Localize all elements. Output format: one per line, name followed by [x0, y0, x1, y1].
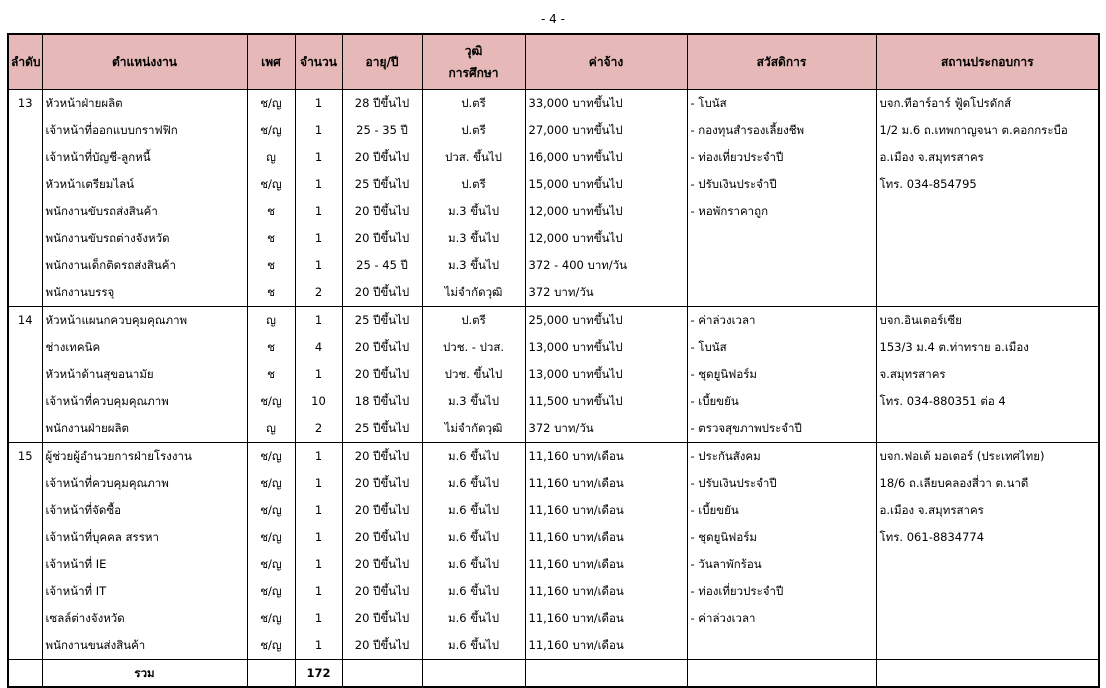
wage-cell: 11,160 บาท/เดือน [525, 470, 687, 497]
position-cell: พนักงานขับรถต่างจังหวัด [42, 225, 247, 252]
education-cell: ป.ตรี [422, 307, 525, 335]
wage-cell: 15,000 บาทขึ้นไป [525, 171, 687, 198]
position-cell: เจ้าหน้าที่ออกแบบกราฟฟิก [42, 117, 247, 144]
count-cell: 1 [295, 470, 342, 497]
welfare-cell: - ตรวจสุขภาพประจำปี [687, 415, 876, 443]
wage-cell: 27,000 บาทขึ้นไป [525, 117, 687, 144]
sex-cell: ช [247, 225, 295, 252]
welfare-cell: - เบี้ยขยัน [687, 388, 876, 415]
position-cell: พนักงานเด็กติดรถส่งสินค้า [42, 252, 247, 279]
welfare-cell: - ท่องเที่ยวประจำปี [687, 144, 876, 171]
total-label: รวม [42, 660, 247, 688]
wage-cell: 12,000 บาทขึ้นไป [525, 225, 687, 252]
position-cell: เจ้าหน้าที่ควบคุมคุณภาพ [42, 388, 247, 415]
sex-cell: ช/ญ [247, 578, 295, 605]
total-empty-cell [422, 660, 525, 688]
company-cell: บจก.ทีอาร์อาร์ ฟู้ดโปรดักส์ [876, 90, 1099, 118]
table-row [8, 144, 1099, 171]
total-sex-cell [247, 660, 295, 688]
company-cell: 18/6 ถ.เลียบคลองสี่วา ต.นาดี [876, 470, 1099, 497]
count-cell: 1 [295, 198, 342, 225]
row-number-cell: 14 [8, 307, 42, 335]
header-education: วุฒิ การศึกษา [422, 34, 525, 90]
wage-cell: 11,500 บาทขึ้นไป [525, 388, 687, 415]
table-row [8, 443, 1099, 471]
header-no: ลำดับ [8, 34, 42, 90]
wage-cell: 11,160 บาท/เดือน [525, 443, 687, 471]
count-cell: 1 [295, 171, 342, 198]
position-cell: ช่างเทคนิค [42, 334, 247, 361]
welfare-cell: - ประกันสังคม [687, 443, 876, 471]
total-no-cell [8, 660, 42, 688]
welfare-cell [687, 252, 876, 279]
row-number-cell [8, 524, 42, 551]
count-cell: 1 [295, 252, 342, 279]
company-cell [876, 605, 1099, 632]
education-cell: ม.6 ขึ้นไป [422, 578, 525, 605]
company-cell [876, 252, 1099, 279]
education-cell: ม.6 ขึ้นไป [422, 551, 525, 578]
wage-cell: 33,000 บาทขึ้นไป [525, 90, 687, 118]
company-cell [876, 415, 1099, 443]
total-empty-cell [687, 660, 876, 688]
sex-cell: ช/ญ [247, 497, 295, 524]
header-sex: เพศ [247, 34, 295, 90]
position-cell: หัวหน้าแผนกควบคุมคุณภาพ [42, 307, 247, 335]
sex-cell: ช/ญ [247, 605, 295, 632]
count-cell: 10 [295, 388, 342, 415]
company-cell: บจก.ฟอเต้ มอเตอร์ (ประเทศไทย) [876, 443, 1099, 471]
company-cell [876, 632, 1099, 660]
table-row [8, 551, 1099, 578]
welfare-cell: - ปรับเงินประจำปี [687, 171, 876, 198]
company-cell: 1/2 ม.6 ถ.เทพกาญจนา ต.คอกกระบือ [876, 117, 1099, 144]
table-row [8, 605, 1099, 632]
welfare-cell: - กองทุนสำรองเลี้ยงชีพ [687, 117, 876, 144]
position-cell: เจ้าหน้าที่ควบคุมคุณภาพ [42, 470, 247, 497]
education-cell: ป.ตรี [422, 117, 525, 144]
age-cell: 20 ปีขึ้นไป [342, 198, 422, 225]
count-cell: 1 [295, 117, 342, 144]
count-cell: 1 [295, 632, 342, 660]
wage-cell: 25,000 บาทขึ้นไป [525, 307, 687, 335]
position-cell: เจ้าหน้าที่ IT [42, 578, 247, 605]
count-cell: 1 [295, 551, 342, 578]
table-row [8, 470, 1099, 497]
wage-cell: 11,160 บาท/เดือน [525, 632, 687, 660]
count-cell: 1 [295, 307, 342, 335]
age-cell: 20 ปีขึ้นไป [342, 524, 422, 551]
total-empty-cell [876, 660, 1099, 688]
age-cell: 25 ปีขึ้นไป [342, 307, 422, 335]
welfare-cell: - ชุดยูนิฟอร์ม [687, 361, 876, 388]
education-cell: ม.6 ขึ้นไป [422, 443, 525, 471]
position-cell: พนักงานขนส่งสินค้า [42, 632, 247, 660]
total-count: 172 [295, 660, 342, 688]
sex-cell: ช/ญ [247, 551, 295, 578]
education-cell: ม.6 ขึ้นไป [422, 470, 525, 497]
company-cell: โทร. 034-880351 ต่อ 4 [876, 388, 1099, 415]
age-cell: 25 ปีขึ้นไป [342, 415, 422, 443]
welfare-cell: - เบี้ยขยัน [687, 497, 876, 524]
total-row [8, 660, 1099, 688]
welfare-cell [687, 632, 876, 660]
position-cell: หัวหน้าฝ่ายผลิต [42, 90, 247, 118]
age-cell: 28 ปีขึ้นไป [342, 90, 422, 118]
sex-cell: ญ [247, 307, 295, 335]
header-company: สถานประกอบการ [876, 34, 1099, 90]
company-cell: บจก.อินเตอร์เซีย [876, 307, 1099, 335]
position-cell: พนักงานบรรจุ [42, 279, 247, 307]
position-cell: เจ้าหน้าที่บุคคล สรรหา [42, 524, 247, 551]
page-number: - 4 - [541, 12, 565, 26]
position-cell: เจ้าหน้าที่บัญชี-ลูกหนี้ [42, 144, 247, 171]
age-cell: 20 ปีขึ้นไป [342, 551, 422, 578]
sex-cell: ญ [247, 144, 295, 171]
sex-cell: ช [247, 334, 295, 361]
row-number-cell [8, 578, 42, 605]
welfare-cell: - ปรับเงินประจำปี [687, 470, 876, 497]
company-cell: โทร. 034-854795 [876, 171, 1099, 198]
table-row [8, 225, 1099, 252]
wage-cell: 13,000 บาทขึ้นไป [525, 361, 687, 388]
count-cell: 1 [295, 361, 342, 388]
age-cell: 20 ปีขึ้นไป [342, 279, 422, 307]
count-cell: 1 [295, 443, 342, 471]
sex-cell: ช/ญ [247, 632, 295, 660]
sex-cell: ญ [247, 415, 295, 443]
company-cell [876, 198, 1099, 225]
row-number-cell [8, 198, 42, 225]
age-cell: 20 ปีขึ้นไป [342, 443, 422, 471]
sex-cell: ช/ญ [247, 470, 295, 497]
table-body [8, 90, 1099, 660]
education-cell: ป.ตรี [422, 90, 525, 118]
count-cell: 1 [295, 497, 342, 524]
company-cell [876, 279, 1099, 307]
row-number-cell [8, 171, 42, 198]
welfare-cell: - หอพักราคาถูก [687, 198, 876, 225]
table-row [8, 361, 1099, 388]
company-cell [876, 578, 1099, 605]
count-cell: 1 [295, 578, 342, 605]
age-cell: 18 ปีขึ้นไป [342, 388, 422, 415]
table-row [8, 117, 1099, 144]
table-row [8, 415, 1099, 443]
education-cell: ม.3 ขึ้นไป [422, 225, 525, 252]
age-cell: 20 ปีขึ้นไป [342, 334, 422, 361]
position-cell: เจ้าหน้าที่จัดซื้อ [42, 497, 247, 524]
education-cell: ม.6 ขึ้นไป [422, 632, 525, 660]
row-number-cell [8, 632, 42, 660]
wage-cell: 372 บาท/วัน [525, 415, 687, 443]
sex-cell: ช/ญ [247, 171, 295, 198]
header-wage: ค่าจ้าง [525, 34, 687, 90]
row-number-cell: 15 [8, 443, 42, 471]
wage-cell: 11,160 บาท/เดือน [525, 551, 687, 578]
sex-cell: ช [247, 198, 295, 225]
row-number-cell [8, 605, 42, 632]
age-cell: 20 ปีขึ้นไป [342, 144, 422, 171]
row-number-cell [8, 225, 42, 252]
row-number-cell [8, 117, 42, 144]
table-row [8, 524, 1099, 551]
age-cell: 25 ปีขึ้นไป [342, 171, 422, 198]
row-number-cell [8, 415, 42, 443]
welfare-cell: - โบนัส [687, 90, 876, 118]
wage-cell: 12,000 บาทขึ้นไป [525, 198, 687, 225]
welfare-cell: - ค่าล่วงเวลา [687, 605, 876, 632]
header-row [8, 34, 1099, 90]
education-cell: ม.6 ขึ้นไป [422, 605, 525, 632]
sex-cell: ช/ญ [247, 117, 295, 144]
education-cell: ม.6 ขึ้นไป [422, 524, 525, 551]
company-cell [876, 225, 1099, 252]
wage-cell: 16,000 บาทขึ้นไป [525, 144, 687, 171]
row-number-cell [8, 279, 42, 307]
total-empty-cell [342, 660, 422, 688]
age-cell: 20 ปีขึ้นไป [342, 605, 422, 632]
sex-cell: ช/ญ [247, 388, 295, 415]
count-cell: 1 [295, 90, 342, 118]
header-welfare: สวัสดิการ [687, 34, 876, 90]
education-cell: ปวส. ขึ้นไป [422, 144, 525, 171]
header-age: อายุ/ปี [342, 34, 422, 90]
table-row [8, 279, 1099, 307]
table-row [8, 578, 1099, 605]
row-number-cell [8, 470, 42, 497]
table-row [8, 334, 1099, 361]
company-cell: โทร. 061-8834774 [876, 524, 1099, 551]
age-cell: 20 ปีขึ้นไป [342, 225, 422, 252]
total-empty-cell [525, 660, 687, 688]
row-number-cell: 13 [8, 90, 42, 118]
sex-cell: ช/ญ [247, 90, 295, 118]
sex-cell: ช [247, 279, 295, 307]
education-cell: ม.3 ขึ้นไป [422, 198, 525, 225]
age-cell: 25 - 45 ปี [342, 252, 422, 279]
education-cell: ปวช. - ปวส. [422, 334, 525, 361]
position-cell: เซลล์ต่างจังหวัด [42, 605, 247, 632]
age-cell: 20 ปีขึ้นไป [342, 470, 422, 497]
age-cell: 20 ปีขึ้นไป [342, 632, 422, 660]
welfare-cell: - วันลาพักร้อน [687, 551, 876, 578]
sex-cell: ช/ญ [247, 443, 295, 471]
wage-cell: 13,000 บาทขึ้นไป [525, 334, 687, 361]
age-cell: 20 ปีขึ้นไป [342, 578, 422, 605]
count-cell: 1 [295, 225, 342, 252]
welfare-cell [687, 279, 876, 307]
position-cell: ผู้ช่วยผู้อำนวยการฝ่ายโรงงาน [42, 443, 247, 471]
sex-cell: ช/ญ [247, 524, 295, 551]
row-number-cell [8, 551, 42, 578]
company-cell [876, 551, 1099, 578]
wage-cell: 11,160 บาท/เดือน [525, 578, 687, 605]
welfare-cell: - โบนัส [687, 334, 876, 361]
education-cell: ไม่จำกัดวุฒิ [422, 279, 525, 307]
header-count: จำนวน [295, 34, 342, 90]
wage-cell: 11,160 บาท/เดือน [525, 605, 687, 632]
company-cell: อ.เมือง จ.สมุทรสาคร [876, 144, 1099, 171]
count-cell: 1 [295, 524, 342, 551]
table-row [8, 252, 1099, 279]
education-cell: ป.ตรี [422, 171, 525, 198]
wage-cell: 11,160 บาท/เดือน [525, 497, 687, 524]
table-row [8, 632, 1099, 660]
sex-cell: ช [247, 361, 295, 388]
row-number-cell [8, 497, 42, 524]
welfare-cell: - ท่องเที่ยวประจำปี [687, 578, 876, 605]
wage-cell: 372 - 400 บาท/วัน [525, 252, 687, 279]
wage-cell: 372 บาท/วัน [525, 279, 687, 307]
row-number-cell [8, 388, 42, 415]
row-number-cell [8, 334, 42, 361]
table-row [8, 388, 1099, 415]
education-cell: ม.3 ขึ้นไป [422, 388, 525, 415]
count-cell: 4 [295, 334, 342, 361]
row-number-cell [8, 252, 42, 279]
position-cell: พนักงานฝ่ายผลิต [42, 415, 247, 443]
age-cell: 20 ปีขึ้นไป [342, 497, 422, 524]
welfare-cell: - ชุดยูนิฟอร์ม [687, 524, 876, 551]
position-cell: หัวหน้าด้านสุขอนามัย [42, 361, 247, 388]
education-cell: ปวช. ขึ้นไป [422, 361, 525, 388]
welfare-cell [687, 225, 876, 252]
row-number-cell [8, 361, 42, 388]
company-cell: จ.สมุทรสาคร [876, 361, 1099, 388]
position-cell: หัวหน้าเตรียมไลน์ [42, 171, 247, 198]
row-number-cell [8, 144, 42, 171]
education-cell: ม.3 ขึ้นไป [422, 252, 525, 279]
job-vacancy-table [7, 33, 1100, 688]
sex-cell: ช [247, 252, 295, 279]
table-row [8, 171, 1099, 198]
position-cell: พนักงานขับรถส่งสินค้า [42, 198, 247, 225]
header-position: ตำแหน่งงาน [42, 34, 247, 90]
age-cell: 25 - 35 ปี [342, 117, 422, 144]
position-cell: เจ้าหน้าที่ IE [42, 551, 247, 578]
count-cell: 1 [295, 144, 342, 171]
table-row [8, 497, 1099, 524]
count-cell: 1 [295, 605, 342, 632]
welfare-cell: - ค่าล่วงเวลา [687, 307, 876, 335]
company-cell: อ.เมือง จ.สมุทรสาคร [876, 497, 1099, 524]
company-cell: 153/3 ม.4 ต.ท่าทราย อ.เมือง [876, 334, 1099, 361]
table-row [8, 90, 1099, 118]
table-row [8, 307, 1099, 335]
count-cell: 2 [295, 279, 342, 307]
count-cell: 2 [295, 415, 342, 443]
education-cell: ไม่จำกัดวุฒิ [422, 415, 525, 443]
age-cell: 20 ปีขึ้นไป [342, 361, 422, 388]
education-cell: ม.6 ขึ้นไป [422, 497, 525, 524]
table-row [8, 198, 1099, 225]
wage-cell: 11,160 บาท/เดือน [525, 524, 687, 551]
